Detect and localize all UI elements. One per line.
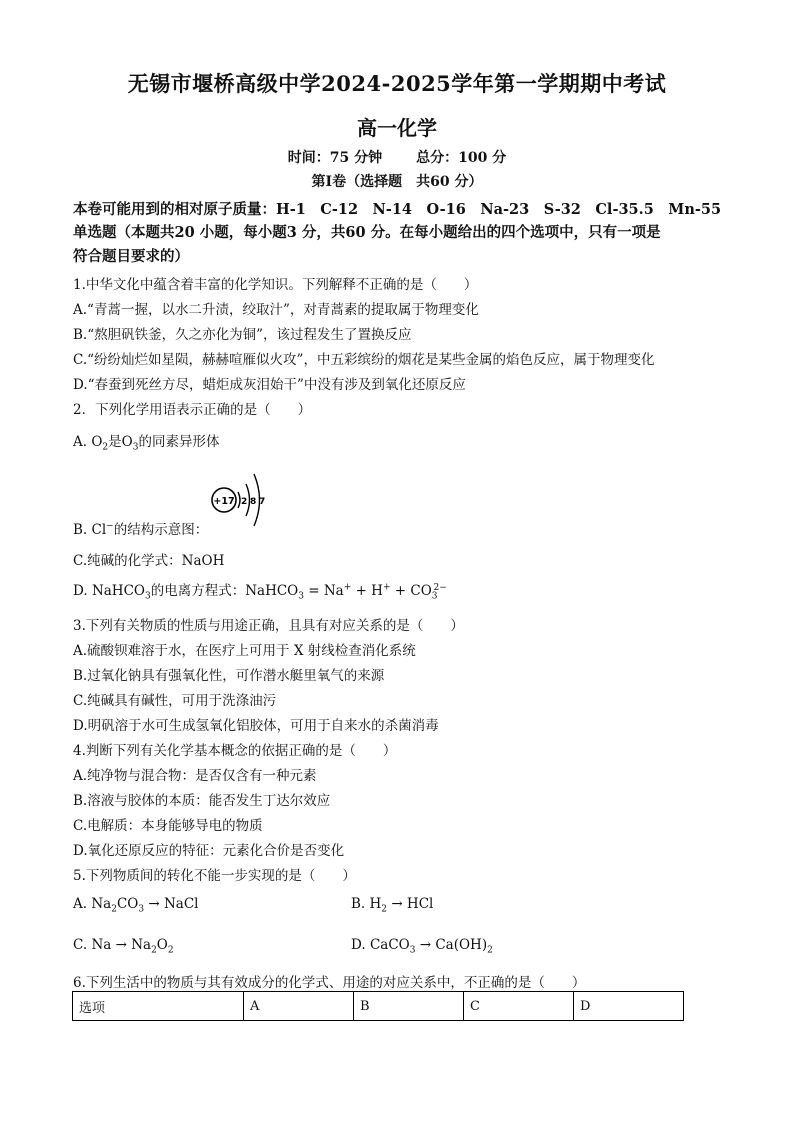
q2-option-d: D. NaHCO$_3$的电离方程式：NaHCO$_3$ = $Na^+ + H^+ + CO_3^{2-}$ [73,582,447,602]
q2-option-b: B. Cl−的结构示意图： [73,521,209,538]
q4-option-c: C.电解质：本身能够导电的物质 [73,818,263,834]
q4-option-d: D.氧化还原反应的特征：元素化合价是否变化 [73,843,345,859]
table-header-cell: 选项 [73,992,244,1021]
part-heading: 第Ⅰ卷（选择题 共60 分） [311,174,483,190]
q1-option-d: D.“春蚕到死丝方尽，蜡炬成灰泪始干”中没有涉及到氧化还原反应 [73,377,466,393]
exam-meta [0,147,794,167]
diagram-shell-2: 8 [250,497,257,507]
q3-option-d: D.明矾溶于水可生成氢氧化铝胶体，可用于自来水的杀菌消毒 [73,718,439,734]
q4-stem: 4.判断下列有关化学基本概念的依据正确的是（ ） [73,743,397,759]
table-header-cell: D [574,992,684,1021]
diagram-nucleus: +17 [213,496,235,507]
total-score: 总分：100 分 [416,150,507,166]
table-row [73,992,684,1021]
q4-option-a: A.纯净物与混合物：是否仅含有一种元素 [73,768,317,784]
diagram-shell-3: 7 [259,497,266,507]
q6-stem: 6.下列生活中的物质与其有效成分的化学式、用途的对应关系中，不正确的是（ ） [73,975,586,991]
q1-option-a: A.“青蒿一握，以水二升渍，绞取汁”，对青蒿素的提取属于物理变化 [73,302,479,318]
atomic-masses: 本卷可能用到的相对原子质量：H-1 C-12 N-14 O-16 Na-23 S-32 Cl-35.5 Mn-55 [73,201,722,218]
section-intro-line2: 符合题目要求的） [73,248,189,265]
q4-option-b: B.溶液与胶体的本质：能否发生丁达尔效应 [73,793,331,809]
q3-option-c: C.纯碱具有碱性，可用于洗涤油污 [73,693,277,709]
q3-option-b: B.过氧化钠具有强氧化性，可作潜水艇里氧气的来源 [73,668,385,684]
subject-title: 高一化学 [357,116,437,140]
q5-option-b: B. $H_2$ → HCl [351,896,434,915]
q3-stem: 3.下列有关物质的性质与用途正确，且具有对应关系的是（ ） [73,618,464,634]
q3-option-a: A.硫酸钡难溶于水，在医疗上可用于 X 射线检查消化系统 [73,643,416,659]
exam-title: 无锡市堰桥高级中学2024-2025学年第一学期期中考试 [127,71,667,96]
diagram-shell-1: 2 [241,497,248,507]
q5-option-a: A. $Na_2CO_3$ → NaCl [73,896,199,915]
q2-option-c: C.纯碱的化学式：NaOH [73,553,225,569]
q5-option-c: C. $Na \to Na_2O_2$ [73,937,174,956]
q2-stem: 2．下列化学用语表示正确的是（ ） [73,402,312,418]
table-header-cell: A [244,992,354,1021]
time-limit: 时间：75 分钟 [287,150,383,166]
q1-stem: 1.中华文化中蕴含着丰富的化学知识。下列解释不正确的是（ ） [73,277,478,293]
q1-option-b: B.“熬胆矾铁釜，久之亦化为铜”，该过程发生了置换反应 [73,327,412,343]
section-intro-line1: 单选题（本题共20 小题，每小题3 分，共60 分。在每小题给出的四个选项中，只有一项是 [73,224,661,241]
table-header-cell: B [354,992,464,1021]
chlorine-ion-structure-diagram [208,468,270,532]
q5-stem: 5.下列物质间的转化不能一步实现的是（ ） [73,868,356,884]
q6-table [72,991,684,1021]
q1-option-c: C.“纷纷灿烂如星陨，赫赫喧雁似火攻”，中五彩缤纷的烟花是某些金属的焰色反应，属于物理变化 [73,352,655,368]
q5-option-d: D. CaCO$_3$ → $Ca(OH)_2$ [351,937,493,956]
q2-option-a: A. $O_2$是$O_3$的同素异形体 [73,434,220,453]
table-header-cell: C [464,992,574,1021]
